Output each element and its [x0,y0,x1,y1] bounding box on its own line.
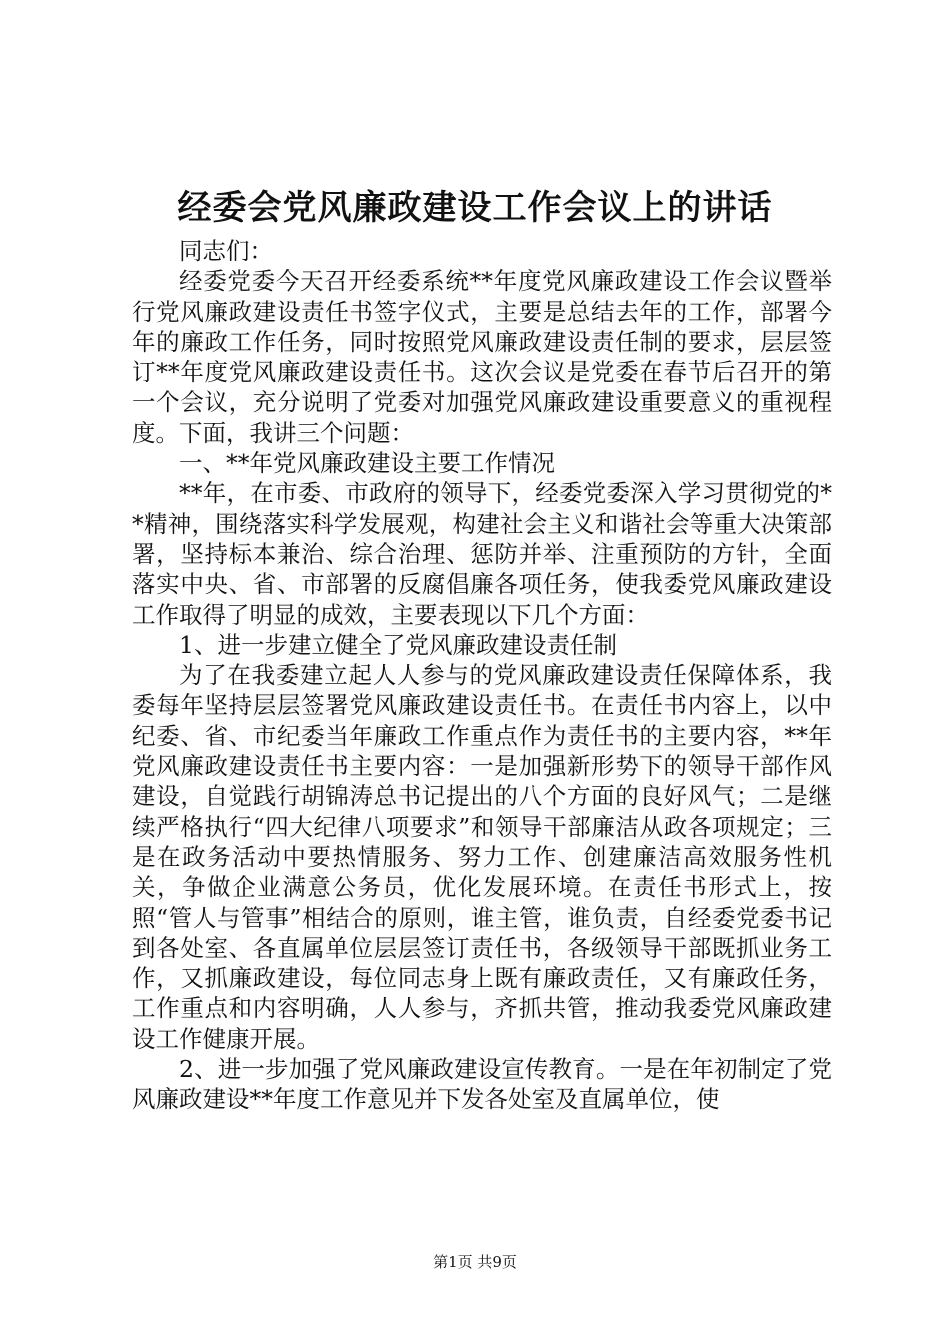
document-body [132,236,832,1115]
section-heading-1: 一、**年党风廉政建设主要工作情况 [179,449,555,478]
document-title: 经委会党风廉政建设工作会议上的讲话 [177,188,773,228]
paragraph-responsibility: 为了在我委建立起人人参与的党风廉政建设责任保障体系，我委每年坚持层层签署党风廉政建设责任书。在责任书内容上，以中纪委、省、市纪委当年廉政工作重点作为责任书的主要内容，**年党风廉政建设责任书主要内容：一是加强新形势下的领导干部作风建设，自觉践行胡锦涛总书记提出的八个方面的良好风气；二是继续严格执行“四大纪律八项要求”和领导干部廉洁从政各项规定；三是在政务活动中要热情服务、努力工作、创建廉洁高效服务性机关，争做企业满意公务员，优化发展环境。在责任书形式上，按照“管人与管事”相结合的原则，谁主管，谁负责，自经委党委书记到各处室、各直属单位层层签订责任书，各级领导干部既抓业务工作，又抓廉政建设，每位同志身上既有廉政责任，又有廉政任务，工作重点和内容明确，人人参与，齐抓共管，推动我委党风廉政建设工作健康开展。 [132,661,832,1053]
page-footer: 第1页 共9页 [433,1253,517,1271]
subsection-heading-1: 1、进一步建立健全了党风廉政建设责任制 [179,630,617,659]
paragraph-education: 2、进一步加强了党风廉政建设宣传教育。一是在年初制定了党风廉政建设**年度工作意见并下发各处室及直属单位，使 [132,1055,832,1114]
salutation: 同志们： [179,237,273,265]
paragraph-summary: **年，在市委、市政府的领导下，经委党委深入学习贯彻党的**精神，围绕落实科学发展观，构建社会主义和谐社会等重大决策部署，坚持标本兼治、综合治理、惩防并举、注重预防的方针，全面落实中央、省、市部署的反腐倡廉各项任务，使我委党风廉政建设工作取得了明显的成效，主要表现以下几个方面： [132,479,832,629]
paragraph-intro: 经委党委今天召开经委系统**年度党风廉政建设工作会议暨举行党风廉政建设责任书签字仪式，主要是总结去年的工作，部署今年的廉政工作任务，同时按照党风廉政建设责任制的要求，层层签订**年度党风廉政建设责任书。这次会议是党委在春节后召开的第一个会议，充分说明了党委对加强党风廉政建设重要意义的重视程度。下面，我讲三个问题： [132,267,832,447]
